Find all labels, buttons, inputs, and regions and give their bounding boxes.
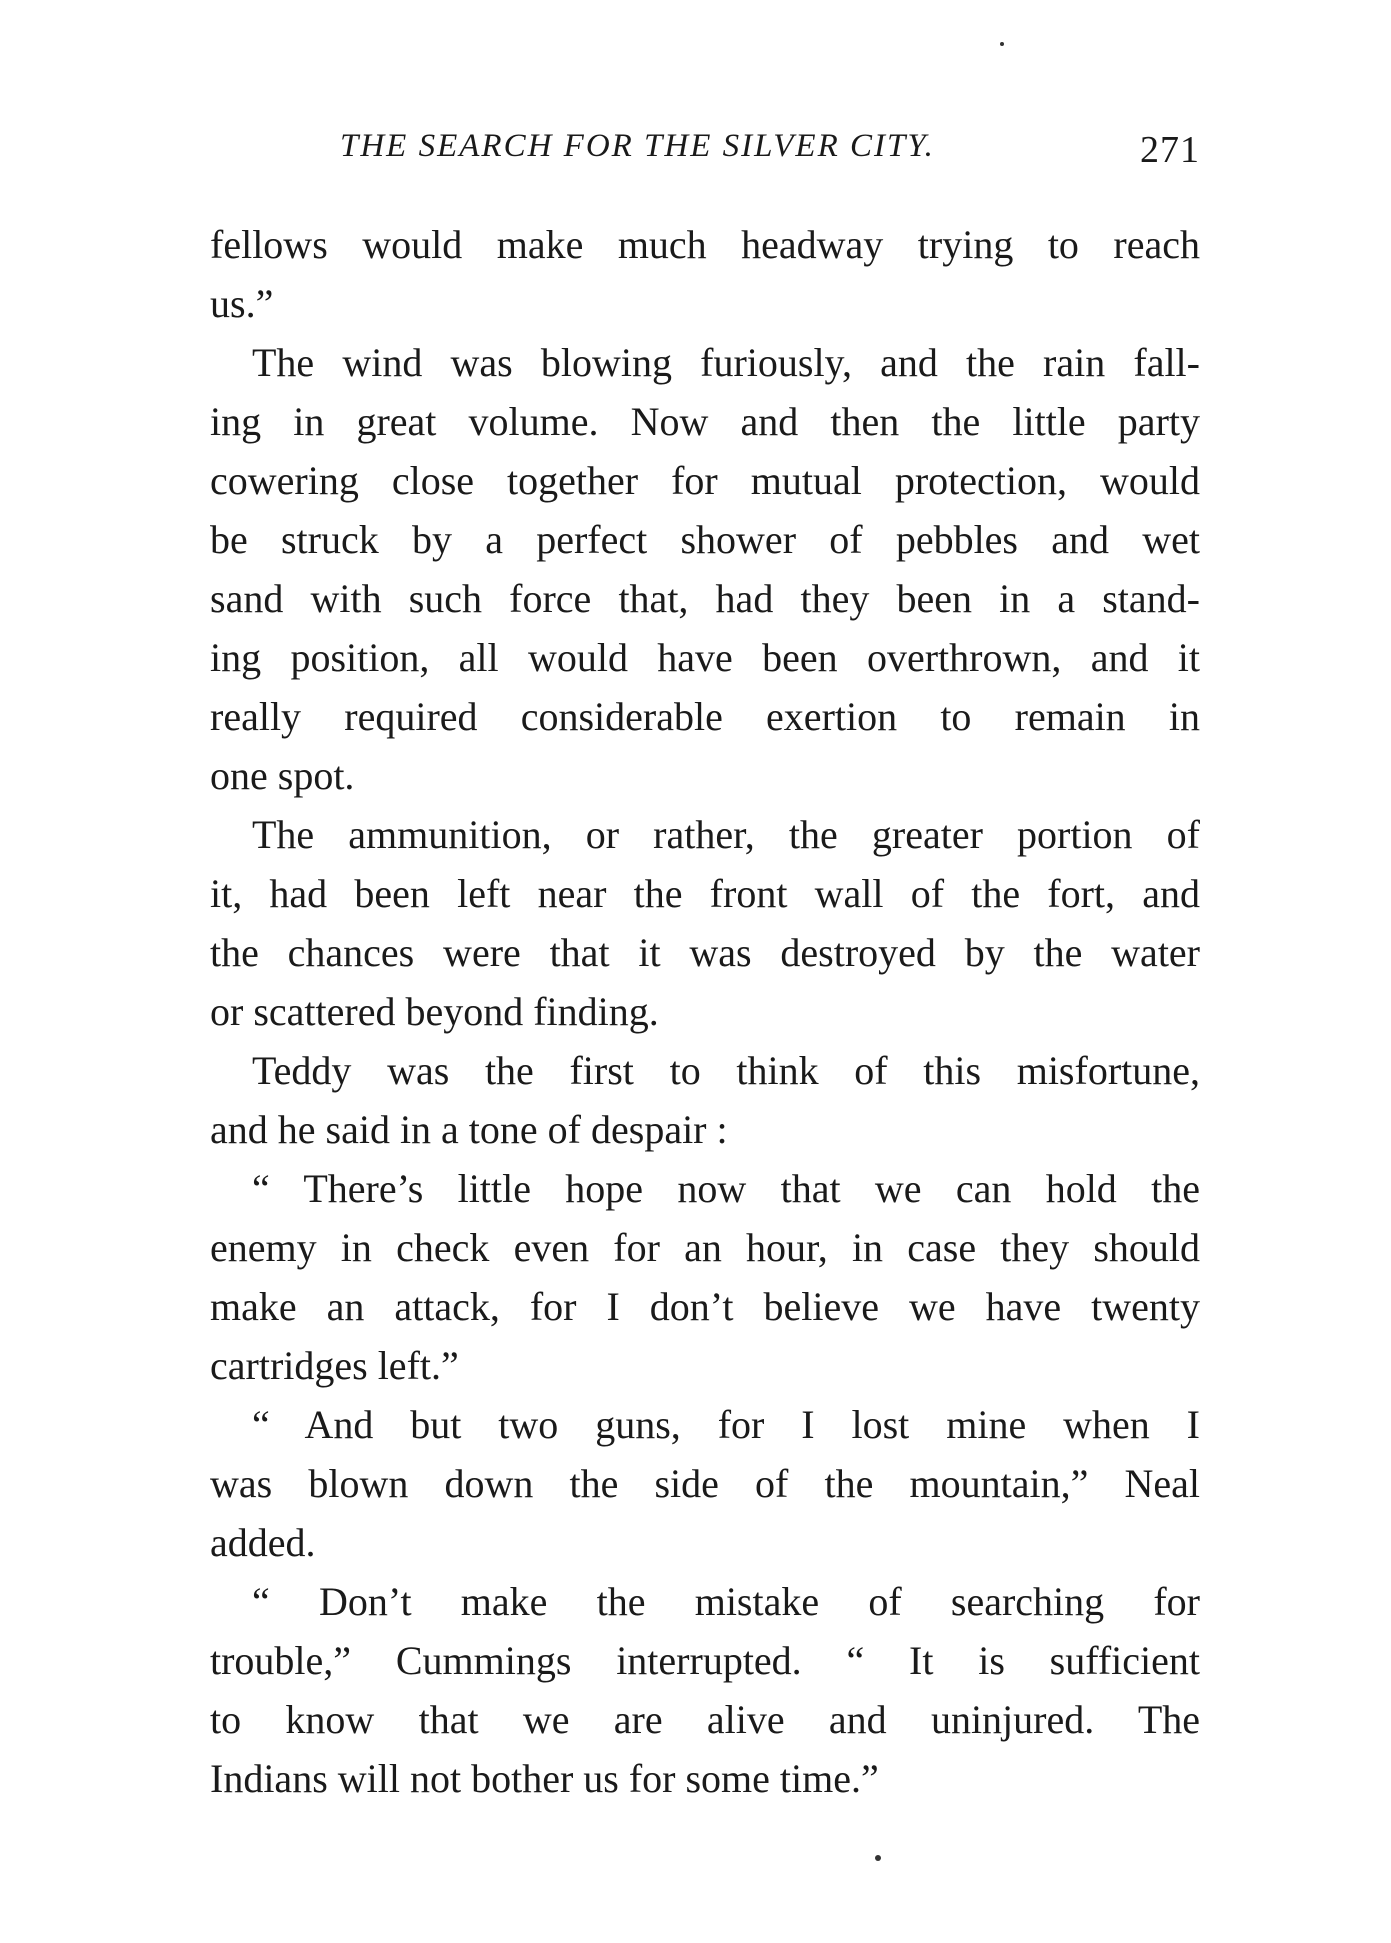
body-text (210, 215, 1200, 1808)
page-number: 271 (1140, 129, 1200, 171)
text-line: and he said in a tone of despair : (210, 1107, 728, 1152)
text-line: us.” (210, 281, 274, 326)
text-line: to know that we are alive and uninjured. The (210, 1697, 1200, 1742)
text-line: The ammunition, or rather, the greater portion of (252, 812, 1200, 857)
paragraph (210, 1395, 1200, 1572)
paragraph (210, 215, 1200, 333)
text-line: Indians will not bother us for some time.” (210, 1756, 879, 1801)
text-line: ing position, all would have been overthrown, and it (210, 635, 1200, 680)
text-line: sand with such force that, had they been in a stand- (210, 576, 1200, 621)
paragraph (210, 1041, 1200, 1159)
text-line: or scattered beyond finding. (210, 989, 659, 1034)
text-line: ing in great volume. Now and then the little party (210, 399, 1200, 444)
print-speck (1000, 42, 1004, 46)
text-line: Teddy was the first to think of this misfortune, (252, 1048, 1200, 1093)
text-line: the chances were that it was destroyed by the water (210, 930, 1200, 975)
text-line: trouble,” Cummings interrupted. “ It is sufficient (210, 1638, 1200, 1683)
paragraph (210, 1572, 1200, 1808)
text-line: “ And but two guns, for I lost mine when I (252, 1402, 1200, 1447)
text-line: really required considerable exertion to remain in (210, 694, 1200, 739)
running-title: THE SEARCH FOR THE SILVER CITY. (340, 128, 935, 164)
text-line: it, had been left near the front wall of the fort, and (210, 871, 1200, 916)
paragraph (210, 1159, 1200, 1395)
text-line: cartridges left.” (210, 1343, 459, 1388)
print-speck (875, 1855, 881, 1861)
text-line: “ There’s little hope now that we can hold the (252, 1166, 1200, 1211)
text-line: one spot. (210, 753, 355, 798)
text-line: was blown down the side of the mountain,” Neal (210, 1461, 1200, 1506)
paragraph (210, 333, 1200, 805)
text-line: cowering close together for mutual protection, would (210, 458, 1200, 503)
text-line: be struck by a perfect shower of pebbles and wet (210, 517, 1200, 562)
text-line: make an attack, for I don’t believe we have twenty (210, 1284, 1200, 1329)
paragraph (210, 805, 1200, 1041)
text-line: The wind was blowing furiously, and the rain fall- (252, 340, 1200, 385)
text-line: fellows would make much headway trying to reach (210, 222, 1200, 267)
text-line: enemy in check even for an hour, in case they should (210, 1225, 1200, 1270)
text-line: “ Don’t make the mistake of searching for (252, 1579, 1200, 1624)
text-line: added. (210, 1520, 316, 1565)
running-head (340, 128, 1200, 178)
